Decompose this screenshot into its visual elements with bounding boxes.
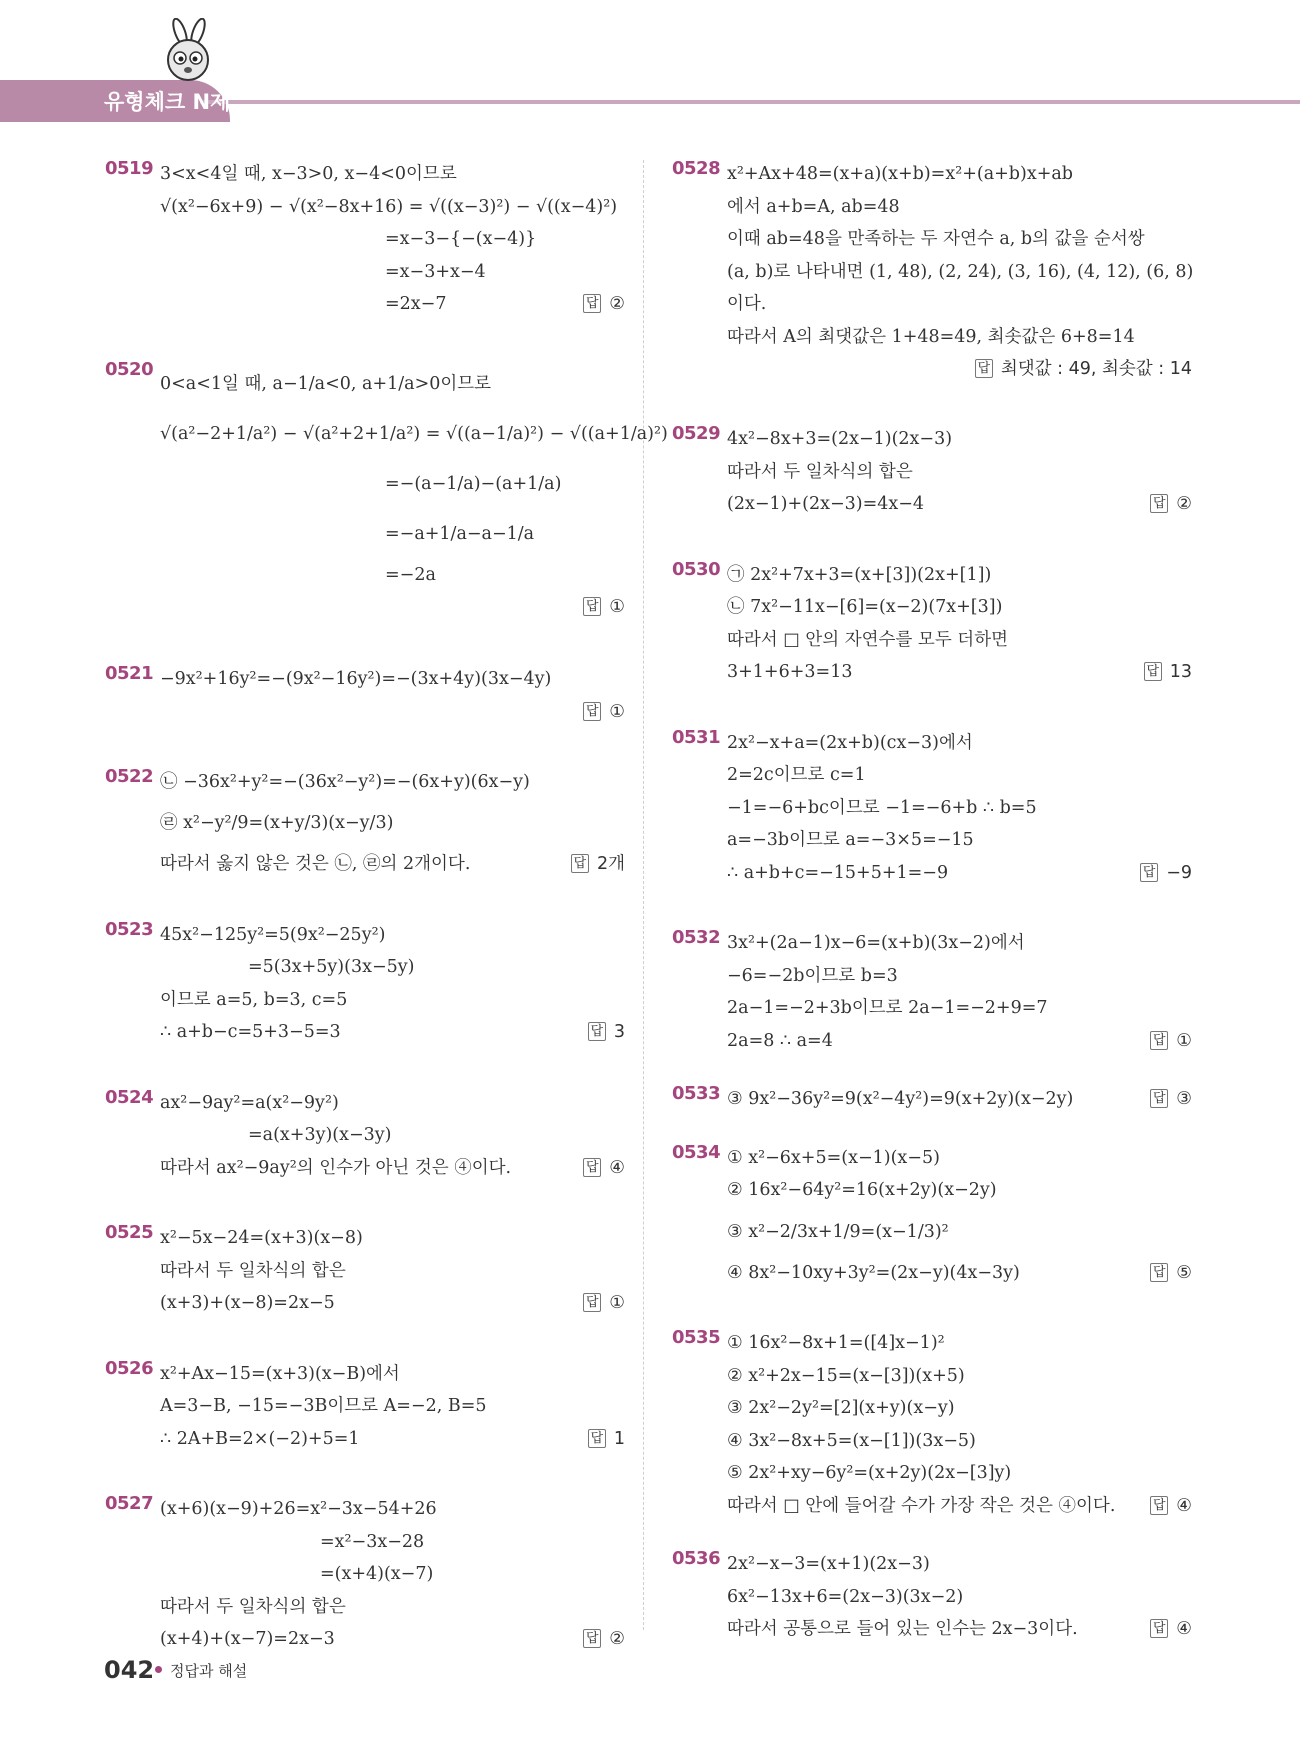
answer (583, 1287, 625, 1320)
problem-0524 (105, 1087, 625, 1185)
solution-line (727, 321, 1192, 354)
solution-line (160, 223, 625, 256)
solution-text: =5(3x+5y)(3x−5y) (248, 957, 415, 977)
problem-number: 0527 (105, 1493, 154, 1514)
page-number: 042 (104, 1656, 155, 1684)
solution-line (727, 656, 1192, 689)
solution-text: 따라서 □ 안에 들어갈 수가 가장 작은 것은 ④이다. (727, 1495, 1116, 1516)
problem-number: 0519 (105, 158, 154, 179)
answer (571, 848, 625, 881)
solution-text: =x²−3x−28 (320, 1531, 425, 1552)
solution-text: ② 16x²−64y²=16(x+2y)(x−2y) (727, 1180, 997, 1200)
solution-line (160, 1087, 625, 1120)
solution-text: ② x²+2x−15=(x−[3])(x+5) (727, 1365, 965, 1386)
problem-0521 (105, 663, 625, 728)
solution-text: 45x²−125y²=5(9x²−25y²) (160, 924, 386, 945)
solution-line (727, 559, 1192, 592)
answer (583, 1623, 625, 1656)
solution-text: =x−3−{−(x−4)} (385, 229, 537, 249)
solution-text: ㉡ −36x²+y²=−(36x²−y²)=−(6x+y)(6x−y) (160, 771, 530, 792)
solution-text: ㉣ x²−y²/9=(x+y/3)(x−y/3) (160, 813, 394, 833)
solution-line (160, 1287, 625, 1320)
answer (583, 597, 625, 617)
problem-number: 0521 (105, 663, 154, 684)
answer-badge-icon: 답 (583, 1629, 601, 1648)
answer-badge-icon: 답 (1144, 662, 1162, 681)
answer-badge-icon: 답 (1150, 1619, 1168, 1638)
solution-text: 따라서 옳지 않은 것은 ㉡, ㉣의 2개이다. (160, 854, 471, 874)
answer-value: 13 (1169, 662, 1192, 682)
solution-text: ∴ a+b−c=5+3−5=3 (160, 1022, 341, 1042)
solution-line (160, 1119, 625, 1152)
solution-line (160, 919, 625, 952)
problem-number: 0534 (672, 1141, 721, 1163)
solution-line (160, 409, 668, 459)
solution-line (160, 509, 625, 559)
solution-text: 2a−1=−2+3b이므로 2a−1=−2+9=7 (727, 998, 1048, 1018)
answer-value: ④ (1176, 1495, 1192, 1516)
solution-text: 3x²+(2a−1)x−6=(x+b)(3x−2)에서 (727, 933, 1025, 953)
answer-value: ② (609, 294, 625, 314)
solution-text: ③ 2x²−2y²=[2](x+y)(x−y) (727, 1398, 955, 1418)
solution-line (727, 288, 1192, 321)
problem-number: 0525 (105, 1222, 154, 1243)
answer (583, 1152, 625, 1185)
solution-text: 6x²−13x+6=(2x−3)(3x−2) (727, 1586, 964, 1607)
problem-0519 (105, 158, 625, 321)
solution-line (160, 1493, 625, 1526)
solution-text: (x+3)+(x−8)=2x−5 (160, 1293, 335, 1313)
footer-bullet (155, 1666, 162, 1673)
answer (1144, 656, 1192, 689)
solution-line (160, 848, 625, 881)
solution-text: x²+Ax−15=(x+3)(x−B)에서 (160, 1363, 400, 1384)
answer (1150, 1083, 1192, 1116)
solution-text: 0<a<1일 때, a−1/a<0, a+1/a>0이므로 (160, 373, 492, 394)
solution-text: ㉠ 2x²+7x+3=(x+[3])(2x+[1]) (727, 564, 992, 585)
problem-0520 (105, 358, 668, 624)
solution-text: A=3−B, −15=−3B이므로 A=−2, B=5 (160, 1396, 487, 1416)
header-rule (200, 100, 1300, 104)
solution-line (160, 1623, 625, 1656)
problem-number: 0528 (672, 158, 721, 179)
solution-text: 따라서 두 일차식의 합은 (727, 461, 913, 482)
solution-line (727, 256, 1192, 289)
problem-0527 (105, 1493, 625, 1656)
solution-line (727, 591, 1192, 624)
problem-0530 (672, 559, 1192, 689)
solution-text: =x−3+x−4 (385, 261, 486, 282)
solution-text: =2x−7 (385, 294, 447, 314)
solution-text: ④ 8x²−10xy+3y²=(2x−y)(4x−3y) (727, 1262, 1020, 1283)
solution-text: ∴ 2A+B=2×(−2)+5=1 (160, 1428, 360, 1449)
answer-value: ② (609, 1629, 625, 1649)
solution-text: 이때 ab=48을 만족하는 두 자연수 a, b의 값을 순서쌍 (727, 229, 1145, 249)
solution-line (727, 1025, 1192, 1058)
solution-text: ③ x²−2/3x+1/9=(x−1/3)² (727, 1221, 949, 1242)
problem-0533 (672, 1083, 1192, 1116)
answer-value: −9 (1166, 862, 1192, 883)
solution-text: 따라서 두 일차식의 합은 (160, 1260, 346, 1281)
answer (588, 1016, 625, 1049)
solution-line (727, 824, 1192, 857)
problem-0522 (105, 766, 625, 881)
solution-line (727, 158, 1192, 191)
problem-0523 (105, 919, 625, 1049)
problem-number: 0526 (105, 1357, 154, 1379)
answer (1150, 1257, 1192, 1290)
solution-line (727, 456, 1192, 489)
solution-text: 따라서 ax²−9ay²의 인수가 아닌 것은 ④이다. (160, 1157, 512, 1178)
solution-line (727, 1174, 1192, 1207)
solution-line (727, 1207, 1192, 1257)
solution-text: ③ 9x²−36y²=9(x²−4y²)=9(x+2y)(x−2y) (727, 1089, 1074, 1109)
solution-line (160, 1390, 625, 1423)
solution-text: 3<x<4일 때, x−3>0, x−4<0이므로 (160, 164, 457, 184)
answer-badge-icon: 답 (583, 702, 601, 721)
solution-line (160, 1222, 625, 1255)
answer-badge-icon: 답 (588, 1022, 606, 1041)
problem-number: 0531 (672, 726, 721, 748)
solution-text: 이므로 a=5, b=3, c=5 (160, 989, 348, 1010)
solution-text: ㉡ 7x²−11x−[6]=(x−2)(7x+[3]) (727, 597, 1003, 617)
answer-value: ① (609, 1293, 625, 1313)
answer-value: ④ (609, 1157, 625, 1178)
solution-line (727, 423, 1192, 456)
solution-text: a=−3b이므로 a=−3×5=−15 (727, 830, 974, 850)
solution-text: √(x²−6x+9) − √(x²−8x+16) = √((x−3)²) − √((x−4)²) (160, 196, 618, 217)
solution-text: 따라서 공통으로 들어 있는 인수는 2x−3이다. (727, 1619, 1078, 1639)
solution-line (727, 488, 1192, 521)
solution-line (160, 696, 625, 728)
answer-value: 1 (613, 1428, 625, 1449)
solution-line (160, 1016, 625, 1049)
problem-0529 (672, 423, 1192, 521)
solution-text: 2x²−x+a=(2x+b)(cx−3)에서 (727, 732, 973, 753)
solution-line (160, 1558, 625, 1591)
problem-0532 (672, 927, 1192, 1057)
answer-badge-icon: 답 (1140, 863, 1158, 882)
solution-line (727, 191, 1192, 224)
answer-badge-icon: 답 (975, 359, 993, 378)
answer (583, 288, 625, 321)
solution-line (727, 1490, 1192, 1523)
solution-line (727, 927, 1192, 960)
answer-badge-icon: 답 (1150, 1031, 1168, 1050)
problem-number: 0530 (672, 558, 721, 580)
solution-text: −9x²+16y²=−(9x²−16y²)=−(3x+4y)(3x−4y) (160, 669, 552, 689)
solution-text: =−2a (385, 564, 436, 585)
solution-line (727, 759, 1192, 792)
problem-0536 (672, 1548, 1192, 1646)
solution-line (727, 1142, 1192, 1175)
answer-badge-icon: 답 (583, 1293, 601, 1312)
problem-number: 0520 (105, 358, 154, 380)
solution-line (160, 984, 625, 1017)
solution-line (160, 663, 625, 696)
solution-line (160, 158, 625, 191)
solution-line (727, 992, 1192, 1025)
solution-line (727, 1392, 1192, 1425)
solution-line (160, 798, 625, 848)
solution-text: 4x²−8x+3=(2x−1)(2x−3) (727, 429, 953, 449)
solution-text: (a, b)로 나타내면 (1, 48), (2, 24), (3, 16), (4, 12), (6, 8) (727, 261, 1194, 282)
solution-text: 따라서 A의 최댓값은 1+48=49, 최솟값은 6+8=14 (727, 326, 1135, 347)
answer (588, 1423, 625, 1456)
answer-value: ① (609, 597, 625, 617)
solution-text: (x+6)(x−9)+26=x²−3x−54+26 (160, 1499, 437, 1519)
solution-line (160, 288, 625, 321)
solution-line (727, 223, 1192, 256)
solution-line (727, 1083, 1192, 1116)
answer (1150, 1613, 1192, 1646)
answer-value: ② (1176, 494, 1192, 514)
solution-line (727, 1425, 1192, 1458)
solution-line (160, 459, 625, 509)
solution-line (727, 353, 1192, 385)
solution-line (160, 1591, 625, 1624)
rabbit-mascot-icon (150, 18, 230, 88)
solution-line (727, 1613, 1192, 1646)
solution-line (160, 766, 625, 799)
solution-text: 따라서 □ 안의 자연수를 모두 더하면 (727, 629, 1009, 650)
solution-line (727, 960, 1192, 993)
solution-line (727, 1257, 1192, 1290)
solution-text: √(a²−2+1/a²) − √(a²+2+1/a²) = √((a−1/a)²) − √((a+1/a)²) (160, 423, 668, 444)
answer (583, 702, 625, 722)
answer-value: ① (609, 701, 625, 722)
solution-line (727, 727, 1192, 760)
solution-line (160, 1423, 625, 1456)
answer-badge-icon: 답 (1150, 494, 1168, 513)
answer-badge-icon: 답 (583, 597, 601, 616)
problem-0525 (105, 1222, 625, 1320)
answer-value: ③ (1176, 1089, 1192, 1109)
answer-value: 3 (613, 1022, 625, 1042)
solution-line (727, 1360, 1192, 1393)
solution-line (160, 359, 625, 409)
problem-0531 (672, 727, 1192, 890)
answer-badge-icon: 답 (1150, 1496, 1168, 1515)
solution-text: ⑤ 2x²+xy−6y²=(x+2y)(2x−[3]y) (727, 1463, 1012, 1483)
solution-text: (2x−1)+(2x−3)=4x−4 (727, 494, 925, 514)
solution-text: =a(x+3y)(x−3y) (248, 1125, 392, 1145)
solution-line (727, 792, 1192, 825)
solution-line (727, 1457, 1192, 1490)
solution-text: 이다. (727, 294, 767, 314)
answer (1140, 857, 1192, 890)
solution-text: 따라서 두 일차식의 합은 (160, 1596, 346, 1617)
solution-line (727, 1327, 1192, 1360)
solution-text: 2=2c이므로 c=1 (727, 765, 866, 785)
column-divider (643, 160, 644, 1630)
problem-number: 0529 (672, 423, 721, 444)
solution-text: −1=−6+bc이므로 −1=−6+b ∴ b=5 (727, 797, 1037, 818)
answer-badge-icon: 답 (583, 294, 601, 313)
problem-number: 0524 (105, 1086, 154, 1108)
answer-badge-icon: 답 (583, 1158, 601, 1177)
solution-text: 3+1+6+3=13 (727, 662, 853, 682)
answer-value: 2개 (596, 854, 625, 874)
answer (1150, 1025, 1192, 1058)
problem-number: 0535 (672, 1327, 721, 1348)
problem-0526 (105, 1358, 625, 1456)
problem-0535 (672, 1327, 1192, 1522)
problem-number: 0536 (672, 1548, 721, 1569)
solution-line (160, 1358, 625, 1391)
solution-line (727, 1548, 1192, 1581)
solution-text: x²−5x−24=(x+3)(x−8) (160, 1228, 363, 1248)
problem-number: 0533 (672, 1083, 721, 1104)
problem-0528 (672, 158, 1192, 385)
left-column (105, 158, 668, 1656)
solution-text: 에서 a+b=A, ab=48 (727, 196, 900, 217)
solution-text: ① 16x²−8x+1=([4]x−1)² (727, 1333, 945, 1353)
solution-text: =−a+1/a−a−1/a (385, 523, 535, 544)
footer-label: 정답과 해설 (170, 1662, 248, 1680)
answer-badge-icon: 답 (588, 1429, 606, 1448)
solution-text: ax²−9ay²=a(x²−9y²) (160, 1092, 339, 1113)
solution-line (160, 1526, 625, 1559)
right-column (672, 158, 1192, 1646)
solution-text: ④ 3x²−8x+5=(x−[1])(3x−5) (727, 1430, 976, 1451)
solution-text: 2a=8 ∴ a=4 (727, 1030, 833, 1051)
answer (1150, 488, 1192, 521)
solution-line (727, 857, 1192, 890)
solution-text: ① x²−6x+5=(x−1)(x−5) (727, 1147, 940, 1168)
answer-value: 최댓값 : 49, 최솟값 : 14 (1000, 359, 1192, 379)
problem-number: 0523 (105, 918, 154, 940)
solution-text: −6=−2b이므로 b=3 (727, 965, 898, 986)
solution-line (160, 591, 625, 623)
page-header-title: 유형체크 N제 (104, 90, 231, 114)
solution-line (160, 559, 625, 592)
solution-text: x²+Ax+48=(x+a)(x+b)=x²+(a+b)x+ab (727, 164, 1073, 184)
solution-text: ∴ a+b+c=−15+5+1=−9 (727, 862, 949, 883)
solution-text: =(x+4)(x−7) (320, 1564, 434, 1584)
solution-text: =−(a−1/a)−(a+1/a) (385, 473, 562, 494)
problem-number: 0522 (105, 765, 154, 787)
solution-line (160, 951, 625, 984)
answer-value: ⑤ (1176, 1262, 1192, 1283)
solution-line (160, 191, 625, 224)
solution-text: (x+4)+(x−7)=2x−3 (160, 1629, 335, 1649)
answer-badge-icon: 답 (1150, 1089, 1168, 1108)
solution-line (160, 256, 625, 289)
solution-line (727, 624, 1192, 657)
answer (1150, 1490, 1192, 1523)
problem-0534 (672, 1142, 1192, 1290)
answer (975, 359, 1192, 379)
solution-line (160, 1255, 625, 1288)
answer-badge-icon: 답 (571, 854, 589, 873)
answer-value: ④ (1176, 1619, 1192, 1639)
problem-number: 0532 (672, 927, 721, 948)
solution-text: 2x²−x−3=(x+1)(2x−3) (727, 1554, 930, 1574)
solution-line (727, 1581, 1192, 1614)
answer-badge-icon: 답 (1150, 1263, 1168, 1282)
answer-value: ① (1176, 1030, 1192, 1051)
solution-line (160, 1152, 625, 1185)
